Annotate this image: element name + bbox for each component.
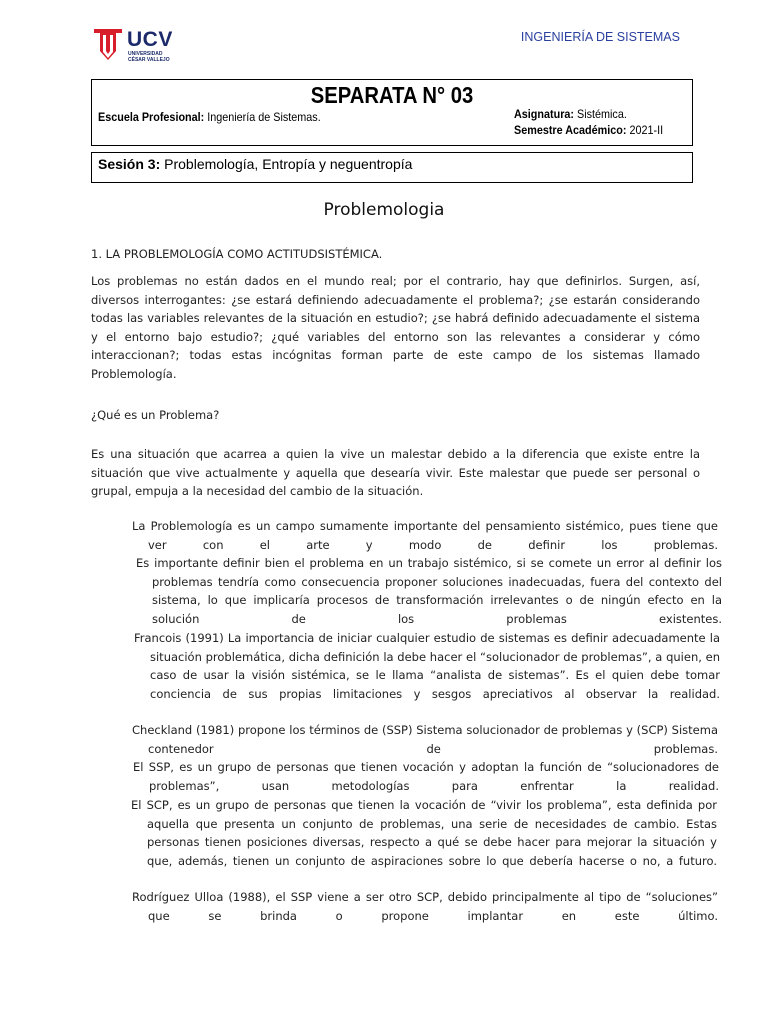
session-box (91, 152, 693, 183)
list-item: Rodríguez Ulloa (1988), el SSP viene a ser otro SCP, debido principalmente al tipo de “soluciones” que se brinda o propone implantar en este último. (132, 890, 718, 923)
list-item: Francois (1991) La importancia de iniciar cualquier estudio de sistemas es definir adecuadamente la situación problemática, dicha definición la debe hacer el “solucionador de problemas”, a quien, en caso de usar la visión sistémica, se le llama “analista de sistemas”. Es el quien debe tomar conciencia de sus propias limitaciones y sesgos apreciativos al observar la realidad. (134, 631, 720, 701)
school-label: Escuela Profesional: (98, 110, 205, 124)
ucv-shield-icon (92, 27, 124, 63)
list-item: El SSP, es un grupo de personas que tienen vocación y adoptan la función de “solucionadores de problemas”, usan metodologías para enfrentar la realidad. (133, 760, 719, 793)
department-label: INGENIERÍA DE SISTEMAS (520, 30, 680, 44)
section-heading: 1. LA PROBLEMOLOGÍA COMO ACTITUDSISTÉMICA. (91, 247, 383, 261)
semester-line (514, 123, 663, 137)
school-value: Ingeniería de Sistemas. (204, 110, 321, 124)
session-value: Problemología, Entropía y neguentropía (160, 156, 413, 172)
logo-text: UCV (127, 28, 173, 51)
document-title: SEPARATA N° 03 (310, 82, 474, 108)
subject-value: Sistémica. (574, 107, 627, 121)
list-item: Es importante definir bien el problema en un trabajo sistémico, si se comete un error al definir los problemas tendría como consecuencia proponer soluciones inadecuadas, fuera del contexto del sistema, lo que implicaría procesos de transformación irrelevantes o de ningún efecto en la solución de los problemas existentes. (136, 556, 722, 626)
subject-line (514, 107, 627, 121)
question-heading: ¿Qué es un Problema? (91, 408, 220, 422)
school-line (98, 110, 321, 124)
subject-label: Asignatura: (514, 107, 575, 121)
document-header-box (91, 79, 693, 146)
semester-label: Semestre Académico: (514, 123, 627, 137)
paragraph-1: Los problemas no están dados en el mundo real; por el contrario, hay que definirlos. Surgen, así, diversos interrogantes: ¿se estará definiendo adecuadamente el problema?; ¿se estarán considerando todas las variables relevantes de la situación en estudio?; ¿se habrá definido adecuadamente el sistema y el entorno bajo estudio?; ¿qué variables del entorno son las relevantes a considerar y cómo interaccionan?; todas estas incógnitas forman parte de este campo de los sistemas llamado Problemología. (91, 274, 700, 381)
logo-subtitle-1: UNIVERSIDAD (128, 51, 163, 57)
list-item: El SCP, es un grupo de personas que tienen la vocación de “vivir los problema”, esta definida por aquella que presenta un conjunto de problemas, una serie de necesidades de cambio. Estas personas tienen posiciones diversas, respecto a qué se debe hacer para mejorar la situación y que, además, tienen un conjunto de aspiraciones sobre lo que debería hacerse o no, a futuro. (131, 798, 717, 868)
ucv-logo (92, 27, 182, 65)
list-item: La Problemología es un campo sumamente importante del pensamiento sistémico, pues tiene que ver con el arte y modo de definir los problemas. (132, 519, 718, 552)
semester-value: 2021-II (626, 123, 664, 137)
session-line (98, 156, 412, 172)
logo-subtitle-2: CÉSAR VALLEJO (128, 57, 170, 63)
paragraph-2: Es una situación que acarrea a quien la vive un malestar debido a la diferencia que existe entre la situación que vive actualmente y aquella que desearía vivir. Este malestar que puede ser personal o grupal, empuja a la necesidad del cambio de la situación. (91, 447, 700, 498)
list-item: Checkland (1981) propone los términos de (SSP) Sistema solucionador de problemas y (SCP) Sistema contenedor de problemas. (132, 723, 718, 756)
session-label: Sesión 3: (98, 156, 161, 172)
page-title: Problemologia (323, 200, 445, 220)
